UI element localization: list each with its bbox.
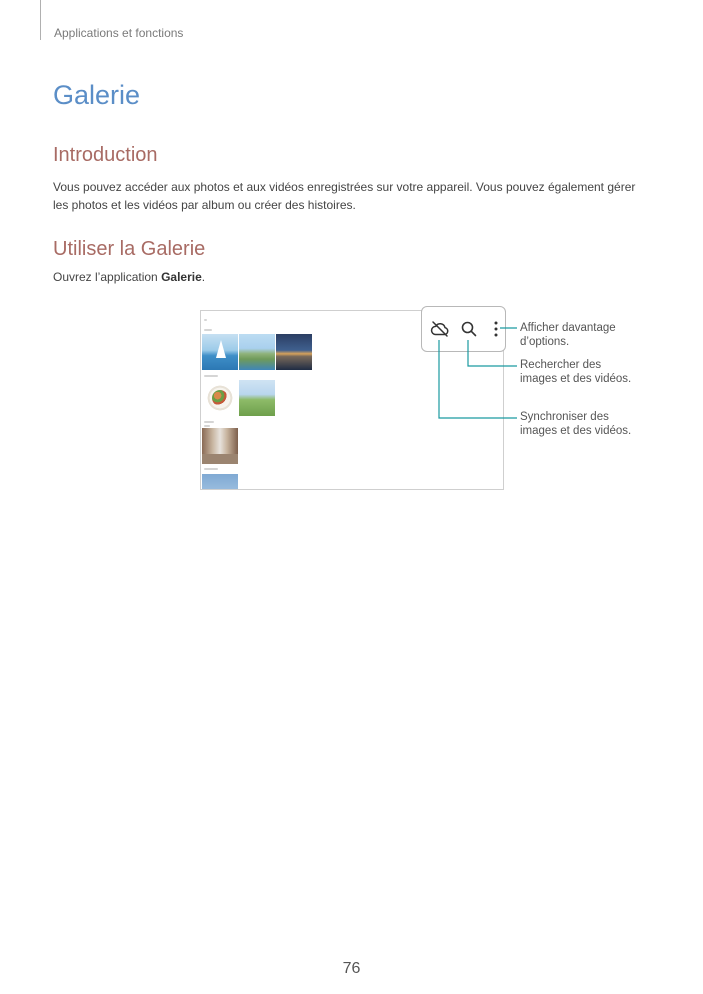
callout-more-line2: d’options. bbox=[520, 336, 570, 348]
photo-thumb-food[interactable] bbox=[202, 380, 238, 416]
callout-more-line1: Afficher davantage bbox=[520, 322, 616, 334]
section-heading-introduction: Introduction bbox=[53, 144, 158, 166]
back-mark bbox=[204, 319, 207, 321]
photo-thumb-field[interactable] bbox=[239, 380, 275, 416]
intro-line-1: Vous pouvez accéder aux photos et aux vidéos enregistrées sur votre appareil. Vous pouvez également gérer bbox=[53, 180, 636, 194]
search-icon[interactable] bbox=[459, 319, 479, 339]
date-label-mark bbox=[204, 329, 212, 331]
callout-sync-line2: images et des vidéos. bbox=[520, 425, 632, 437]
page-number: 76 bbox=[342, 960, 361, 977]
breadcrumb: Applications et fonctions bbox=[54, 26, 184, 40]
cloud-off-icon[interactable] bbox=[430, 319, 450, 339]
location-label-mark bbox=[204, 425, 210, 427]
photo-thumb-sky[interactable] bbox=[202, 474, 238, 490]
section-heading-use-gallery: Utiliser la Galerie bbox=[53, 238, 206, 260]
callout-search-line2: images et des vidéos. bbox=[520, 373, 632, 385]
open-suffix: . bbox=[201, 270, 206, 284]
date-label-mark bbox=[204, 421, 214, 423]
photo-thumb-boat[interactable] bbox=[202, 334, 238, 370]
callout-sync bbox=[520, 410, 660, 438]
photo-thumb-coast[interactable] bbox=[239, 334, 275, 370]
photo-thumb-street[interactable] bbox=[202, 428, 238, 464]
intro-paragraph bbox=[53, 178, 663, 214]
date-label-mark bbox=[204, 375, 218, 377]
intro-line-2: les photos et les vidéos par album ou créer des histoires. bbox=[53, 198, 356, 212]
page-title: Galerie bbox=[53, 80, 141, 110]
date-label-mark bbox=[204, 468, 218, 470]
more-options-icon[interactable] bbox=[486, 319, 506, 339]
callout-more-options bbox=[520, 321, 660, 349]
callout-sync-line1: Synchroniser des bbox=[520, 411, 609, 423]
photo-thumb-bridge[interactable] bbox=[276, 334, 312, 370]
toolbar-highlight bbox=[421, 306, 506, 352]
callout-search bbox=[520, 358, 660, 386]
header-divider bbox=[40, 0, 41, 40]
open-app-instruction bbox=[53, 270, 205, 284]
callout-search-line1: Rechercher des bbox=[520, 359, 602, 371]
open-prefix: Ouvrez l’application bbox=[53, 270, 162, 284]
app-name: Galerie bbox=[161, 270, 202, 284]
